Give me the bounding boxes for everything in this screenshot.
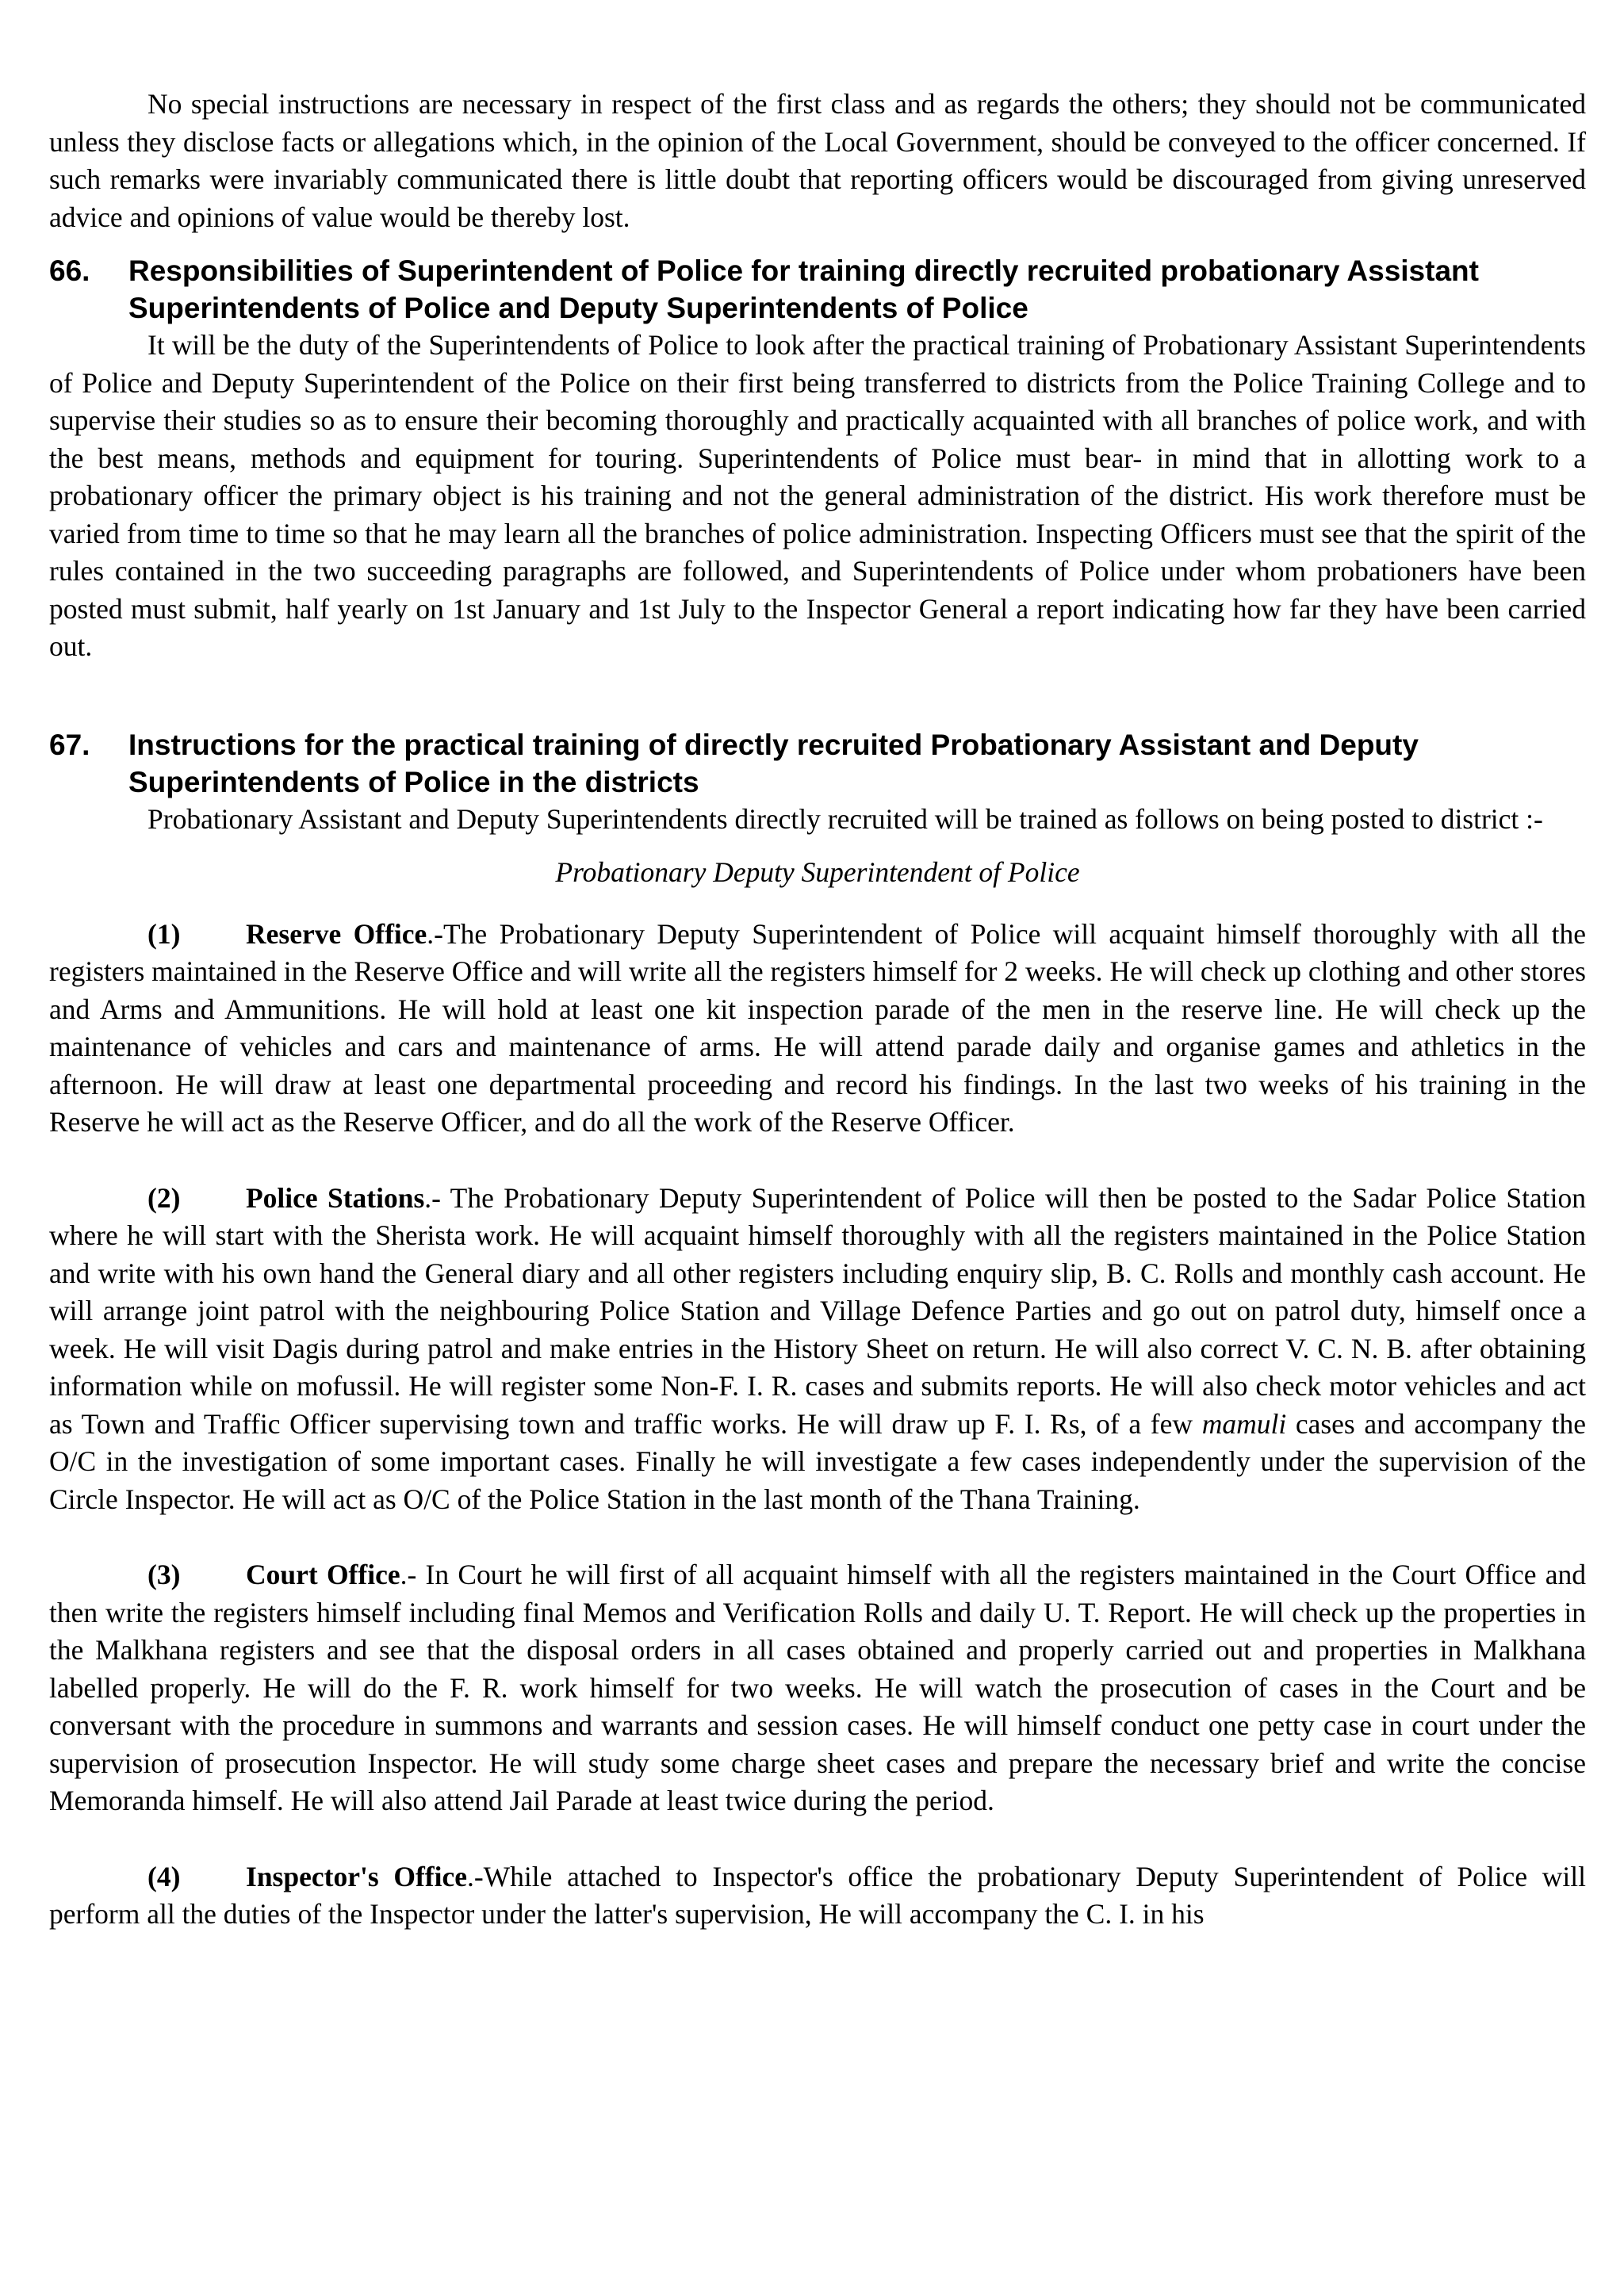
section-66-title: Responsibilities of Superintendent of Police for training directly recruited probationary Assistant Superintendents of Police and Deputy Superintendents of Police <box>128 254 1479 324</box>
item-title: Reserve Office <box>246 917 427 950</box>
item-title: Police Stations <box>246 1181 425 1214</box>
item-number: (1) <box>147 917 181 950</box>
section-67-number: 67. <box>49 728 90 761</box>
item-text-continued: cases and accompany the O/C in the investigation of some important cases. Finally he will investigate a few cases independently under the supervision of the Circle Inspector. He will act as O/C of the Police Station in the last month of the Thana Training. <box>49 1407 1586 1515</box>
section-66-number: 66. <box>49 254 90 287</box>
item-court-office <box>49 1556 1586 1820</box>
item-text: .- In Court he will first of all acquaint himself with all the registers maintained in the Court Office and then write the registers himself including final Memos and Verification Rolls and daily U. T. Report. He will check up the properties in the Malkhana registers and see that the disposal orders in all cases obtained and properly carried out and properties in Malkhana labelled properly. He will do the F. R. work himself for two weeks. He will watch the prosecution of cases in the Court and be conversant with the procedure in summons and warrants and session cases. He will himself conduct one petty case in court under the supervision of prosecution Inspector. He will study some charge sheet cases and prepare the necessary brief and write the concise Memoranda himself. He will also attend Jail Parade at least twice during the period. <box>49 1559 1587 1816</box>
section-66-body: It will be the duty of the Superintendents of Police to look after the practical training of Probationary Assistant Superintendents of Police and Deputy Superintendent of the Police on their first being transferred to districts from the Police Training College and to supervise their studies so as to ensure their becoming thoroughly and practically acquainted with all branches of police work, and with the best means, methods and equipment for touring. Superintendents of Police must bear- in mind that in allotting work to a probationary officer the primary object is his training and not the general administration of the district. His work therefore must be varied from time to time so that he may learn all the branches of police administration. Inspecting Officers must see that the spirit of the rules contained in the two succeeding paragraphs are followed, and Superintendents of Police under whom probationers have been posted must submit, half yearly on 1st January and 1st July to the Inspector General a report indicating how far they have been carried out. <box>49 329 1586 662</box>
item-text: .- The Probationary Deputy Superintendent of Police will then be posted to the Sadar Police Station where he will start with the Sherista work. He will acquaint himself thoroughly with all the registers maintained in the Police Station and write with his own hand the General diary and all other registers including enquiry slip, B. C. Rolls and monthly cash account. He will arrange joint patrol with the neighbouring Police Station and Village Defence Parties and go out on patrol duty, himself once a week. He will visit Dagis during patrol and make entries in the History Sheet on return. He will also correct V. C. N. B. after obtaining information while on mofussil. He will register some Non-F. I. R. cases and submits reports. He will also check motor vehicles and act as Town and Traffic Officer supervising town and traffic works. He will draw up F. I. Rs, of a few <box>49 1181 1586 1440</box>
item-text: .-While attached to Inspector's office the probationary Deputy Superintendent of Police will perform all the duties of the Inspector under the latter's supervision, He will accompany the C. I. in his <box>49 1860 1586 1930</box>
item-number: (3) <box>147 1559 181 1590</box>
section-67-title: Instructions for the practical training of directly recruited Probationary Assistant and Deputy Superintendents of Police in the districts <box>128 728 1419 798</box>
intro-paragraph: No special instructions are necessary in respect of the first class and as regards the others; they should not be communicated unless they disclose facts or allegations which, in the opinion of the Local Government, should be conveyed to the officer concerned. If such remarks were invariably communicated there is little doubt that reporting officers would be discouraged from giving unreserved advice and opinions of value would be thereby lost. <box>49 88 1586 233</box>
document-page <box>49 86 1586 1934</box>
item-title: Court Office <box>246 1559 400 1590</box>
item-text: .-The Probationary Deputy Superintendent of Police will acquaint himself thoroughly with all the registers maintained in the Reserve Office and will write all the registers himself for 2 weeks. He will check up clothing and other stores and Arms and Ammunitions. He will hold at least one kit inspection parade of the men in the reserve line. He will check up the maintenance of vehicles and cars and maintenance of arms. He will attend parade daily and organise games and athletics in the afternoon. He will draw at least one departmental proceeding and record his findings. In the last two weeks of his training in the Reserve he will act as the Reserve Officer, and do all the work of the Reserve Officer. <box>49 917 1586 1138</box>
section-67-subheading: Probationary Deputy Superintendent of Police <box>555 856 1080 888</box>
section-66-heading <box>49 252 1586 327</box>
item-inspectors-office <box>49 1858 1586 1934</box>
item-title: Inspector's Office <box>246 1860 467 1892</box>
section-67-body: Probationary Assistant and Deputy Superintendents directly recruited will be trained as follows on being posted to district :- <box>147 802 1543 835</box>
item-number: (4) <box>147 1860 181 1892</box>
item-number: (2) <box>147 1181 181 1214</box>
section-67-heading <box>49 726 1586 801</box>
item-italic-word: mamuli <box>1201 1407 1287 1440</box>
item-police-stations <box>49 1180 1586 1519</box>
item-reserve-office <box>49 916 1586 1142</box>
